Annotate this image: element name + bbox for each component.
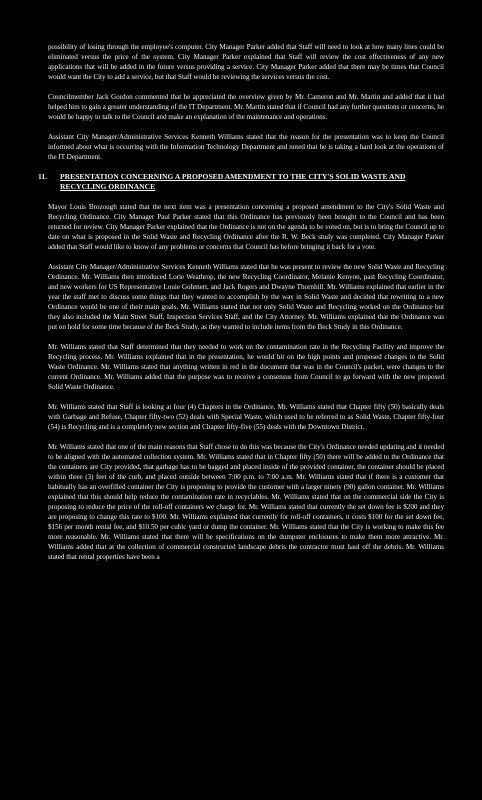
paragraph-chapter-fifty-details: Mr. Williams stated that one of the main reasons that Staff chose to do this was because the City's Ordinance needed updating and it needed to be aligned with the automated collection system. Mr. Williams stated that in Chapter fifty (50) there will be added to the Ordinance that the containers are City provided, that garbage has to be bagged and placed inside of the provided container, the container should be placed within three (3) feet of the curb, and placed outside between 7:00 p.m. to 7:00 a.m. Mr. Williams stated that if there is a customer that habitually has an overfilled container the City is proposing to provide the customer with a larger ninety (90) gallon container. Mr. Williams explained that this should help reduce the contamination rate in recyclables. Mr. Williams stated that on the commercial side the City is proposing to reduce the price of the roll-off containers we charge for. Mr. Williams stated that currently the set down fee is $200 and they are proposing to change this rate to $100. Mr. Williams explained that currently for roll-off containers, it costs $100 for the set down fee, $156 per month rental fee, and $10.50 per cubic yard or dump the container. Mr. Williams stated that the City is working to make this fee more reasonable. Mr. Williams stated that there will be specifications on the dumpster enclosures to make them more attractive. Mr. Williams added that at the collection of commercial constructed landscape debris the contractor must haul off the debris. Mr. Williams stated that rental properties have been a — [48, 443, 444, 561]
section-body — [48, 202, 444, 562]
section-title: PRESENTATION CONCERNING A PROPOSED AMENDMENT TO THE CITY'S SOLID WASTE AND RECYCLING ORDINANCE — [60, 172, 406, 191]
section-heading — [38, 172, 444, 192]
paragraph-contamination-rate: Mr. Williams stated that Staff determined that they needed to work on the contamination rate in the Recycling Facility and improve the Recycling process. Mr. Williams explained that in the presentation, he would hit on the high points and proposed changes to the Solid Waste Ordinance. Mr. Williams stated that anything written in red in the document that was in the Council's packet, were changes to the current Ordinance. Mr. Williams added that the purpose was to receive a consensus from Council to go forward with the new proposed Solid Waste Ordinance. — [48, 343, 444, 391]
paragraph-williams-it-update: Assistant City Manager/Administrative Services Kenneth Williams stated that the reason for the presentation was to keep the Council informed about what is occurring with the Information Technology Department and noted that he is taking a hard look at the operations of the IT Department. — [48, 133, 444, 161]
section-number: 11. — [38, 172, 48, 181]
paragraph-williams-intro: Assistant City Manager/Administrative Services Kenneth Williams stated that he was present to review the new Solid Waste and Recycling Ordinance. Mr. Williams then introduced Lorie Weathrop, the new Recycling Coordinator, Melanie Kenyon, past Recycling Coordinator, and new workers for US Representative Louie Gohmert, and Jack Rogers and Dwayne Thornhill. Mr. Williams explained that earlier in the year the staff met to discuss some things that they wanted to accomplish by the way in Solid Waste and decided that rewriting to a new Ordinance would be one of their main goals. Mr. Williams stated that not only Solid Waste and Recycling worked on the Ordinance but they also included the Main Street Staff, Inspection Services Staff, and the City Attorney. Mr. Williams explained that the Ordinance was put on hold for some time because of the Beck Study, as they wanted to include items from the Beck Study in this Ordinance. — [48, 263, 444, 331]
paragraph-it-cost-review: possibility of losing through the employee's computer. City Manager Parker added that Staff will need to look at how many lines could be eliminated versus the price of the system. City Manager Parker explained that Staff will review the cost effectiveness of any new applications that will be added in the future versus providing a service. City Manager Parker added that there may be times that Council would want the City to add a service, but that Staff would be reviewing the services versus the cost. — [48, 43, 444, 81]
paragraph-councilmember-gordon: Councilmember Jack Gordon commented that he appreciated the overview given by Mr. Cameron and Mr. Martin and added that it had helped him to gain a greater understanding of the IT Department. Mr. Martin stated that if Council had any further questions or concerns, he would be happy to talk to the Council and make an explanation of the maintenance and operations. — [48, 93, 444, 121]
paragraph-mayor-intro: Mayor Louis Brozough stated that the next item was a presentation concerning a proposed amendment to the City's Solid Waste and Recycling Ordinance. City Manager Paul Parker stated that this Ordinance has previously been brought to the Council and has been returned for review. City Manager Parker explained that the Ordinance is not on the agenda to be voted on, but is to bring the Council up to date on what is proposed in the Solid Waste and Recycling Ordinance after the R. W. Beck study was completed. City Manager Parker added that Staff would like to know of any problems or concerns that Council has before bringing it back for a vote. — [48, 203, 444, 251]
paragraph-four-chapters: Mr. Williams stated that Staff is looking at four (4) Chapters in the Ordinance. Mr. Williams stated that Chapter fifty (50) basically deals with Garbage and Refuse, Chapter fifty-two (52) deals with Special Waste, which used to be referred to as Solid Waste, Chapter fifty-four (54) is Recycling and is a completely new section and Chapter fifty-five (55) deals with the Downtown District. — [48, 403, 444, 431]
